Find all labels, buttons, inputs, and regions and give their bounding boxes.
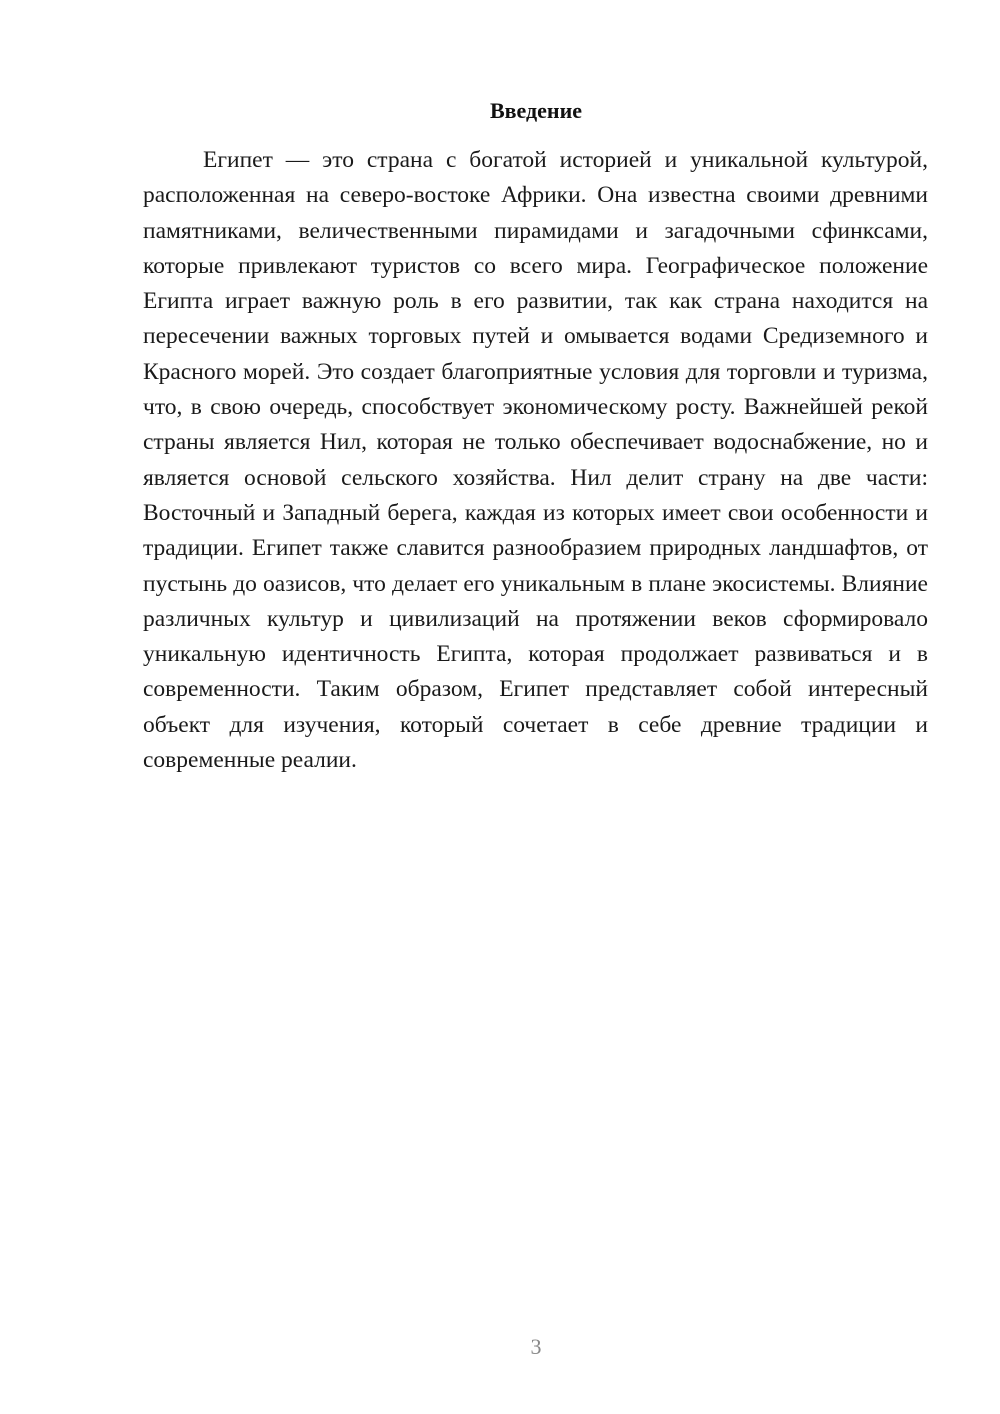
section-heading: Введение — [489, 98, 583, 123]
page-number: 3 — [530, 1334, 542, 1359]
intro-paragraph: Египет — это страна с богатой историей и уникальной культурой, расположенная на северо-востоке Африки. Она известна своими древними памятниками, величественными пирамидами и загадочными сфинксами, которые привлекают туристов со всего мира. Географическое положение Египта играет важную роль в его развитии, так как страна находится на пересечении важных торговых путей и омывается водами Средиземного и Красного морей. Это создает благоприятные условия для торговли и туризма, что, в свою очередь, способствует экономическому росту. Важнейшей рекой страны является Нил, которая не только обеспечивает водоснабжение, но и является основой сельского хозяйства. Нил делит страну на две части: Восточный и Западный берега, каждая из которых имеет свои особенности и традиции. Египет также славится разнообразием природных ландшафтов, от пустынь до оазисов, что делает его уникальным в плане экосистемы. Влияние различных культур и цивилизаций на протяжении веков сформировало уникальную идентичность Египта, которая продолжает развиваться и в современности. Таким образом, Египет представляет собой интересный объект для изучения, который сочетает в себе древние традиции и современные реалии. — [143, 147, 928, 774]
